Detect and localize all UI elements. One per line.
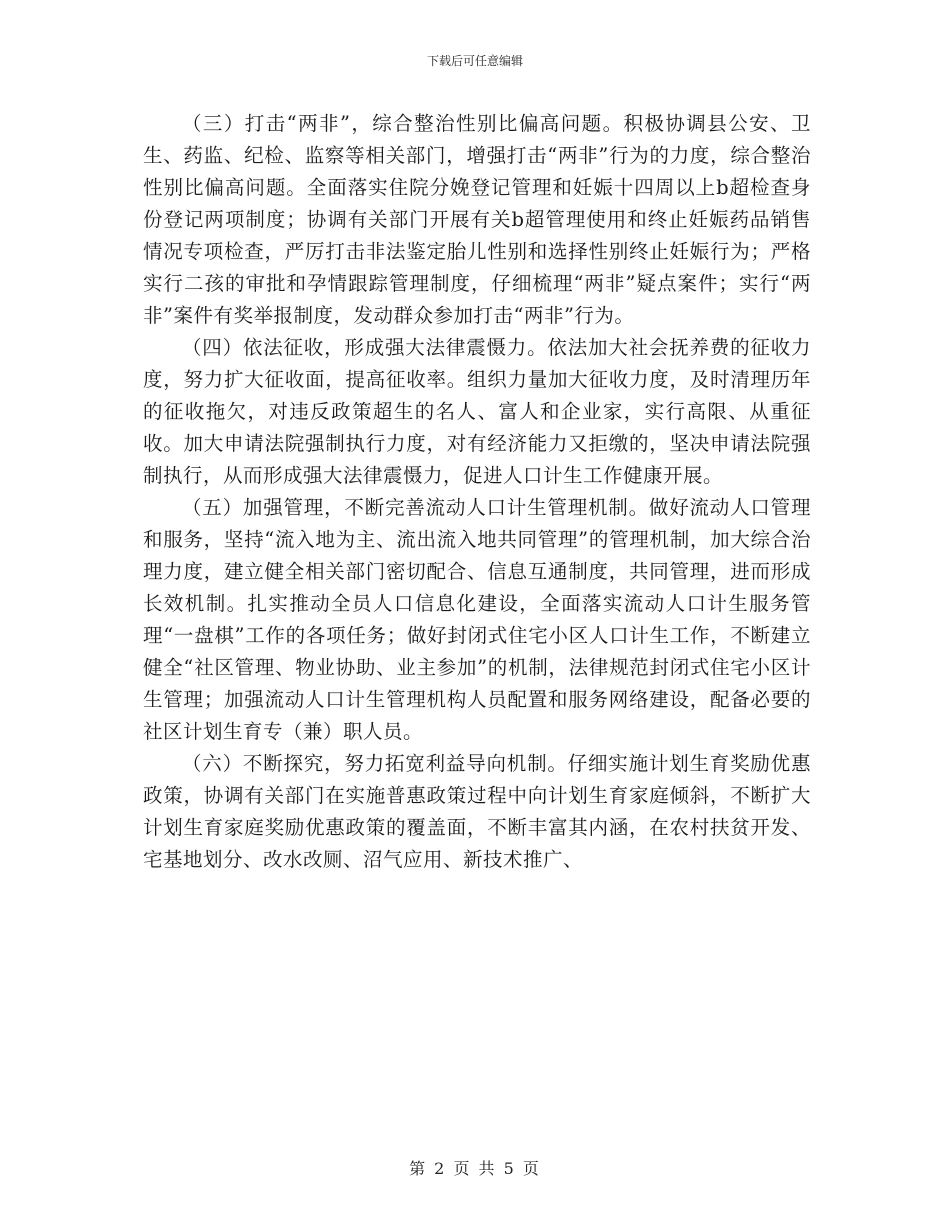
- page-header: 下载后可任意编辑: [426, 54, 523, 68]
- paragraph-6: （六）不断探究，努力拓宽利益导向机制。仔细实施计划生育奖励优惠政策，协调有关部门在实施普惠政策过程中向计划生育家庭倾斜，不断扩大计划生育家庭奖励优惠政策的覆盖面，不断丰富其内涵，在农村扶贫开发、宅基地划分、改水改厕、沼气应用、新技术推广、: [143, 752, 811, 871]
- paragraph-5: （五）加强管理，不断完善流动人口计生管理机制。做好流动人口管理和服务，坚持“流入地为主、流出流入地共同管理”的管理机制，加大综合治理力度，建立健全相关部门密切配合、信息互通制度，共同管理，进而形成长效机制。扎实推动全员人口信息化建设，全面落实流动人口计生服务管理“一盘棋”工作的各项任务；做好封闭式住宅小区人口计生工作，不断建立健全“社区管理、物业协助、业主参加”的机制，法律规范封闭式住宅小区计生管理；加强流动人口计生管理机构人员配置和服务网络建设，配备必要的社区计划生育专（兼）职人员。: [143, 496, 811, 743]
- page-footer: 第 2 页 共 5 页: [409, 1159, 541, 1178]
- paragraph-4: （四）依法征收，形成强大法律震慑力。依法加大社会抚养费的征收力度，努力扩大征收面，提高征收率。组织力量加大征收力度，及时清理历年的征收拖欠，对违反政策超生的名人、富人和企业家，实行高限、从重征收。加大申请法院强制执行力度，对有经济能力又拒缴的，坚决申请法院强制执行，从而形成强大法律震慑力，促进人口计生工作健康开展。: [143, 336, 811, 487]
- paragraph-3: （三）打击“两非”，综合整治性别比偏高问题。积极协调县公安、卫生、药监、纪检、监察等相关部门，增强打击“两非”行为的力度，综合整治性别比偏高问题。全面落实住院分娩登记管理和妊娠十四周以上b超检查身份登记两项制度；协调有关部门开展有关b超管理使用和终止妊娠药品销售情况专项检查，严厉打击非法鉴定胎儿性别和选择性别终止妊娠行为；严格实行二孩的审批和孕情跟踪管理制度，仔细梳理“两非”疑点案件；实行“两非”案件有奖举报制度，发动群众参加打击“两非”行为。: [143, 112, 811, 327]
- document-body: [143, 108, 811, 876]
